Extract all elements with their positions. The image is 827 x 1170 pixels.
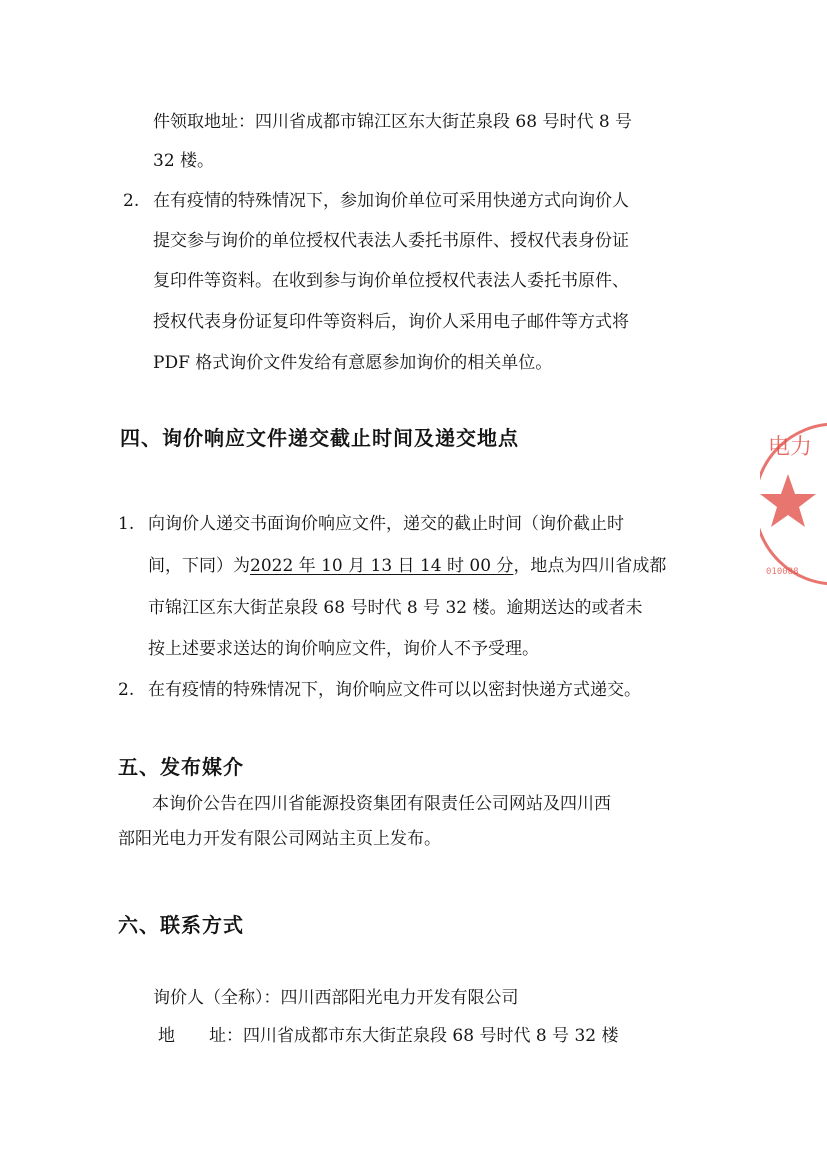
section4-item1-line: 市锦江区东大街芷泉段 68 号时代 8 号 32 楼。逾期送达的或者未 <box>148 598 643 618</box>
seal-text: 电力 <box>768 435 813 460</box>
deadline-suffix: ，地点为四川省成都 <box>513 556 667 576</box>
seal-star-icon <box>760 474 816 527</box>
section5-paragraph-line: 部阳光电力开发有限公司网站主页上发布。 <box>118 829 441 849</box>
section3-item2-line: 授权代表身份证复印件等资料后，询价人采用电子邮件等方式将 <box>153 312 629 332</box>
section3-item2-line: PDF 格式询价文件发给有意愿参加询价的相关单位。 <box>153 353 553 373</box>
section3-address-line: 件领取地址：四川省成都市锦江区东大街芷泉段 68 号时代 8 号 <box>153 112 633 132</box>
section3-address-line: 32 楼。 <box>153 151 215 171</box>
section4-heading: 四、询价响应文件递交截止时间及递交地点 <box>120 426 519 450</box>
deadline-prefix: 间，下同）为 <box>148 556 250 576</box>
address-line <box>158 1025 619 1047</box>
section4-item1-line: 向询价人递交书面询价响应文件，递交的截止时间（询价截止时 <box>148 514 624 534</box>
section4-item1-line <box>148 555 666 577</box>
section4-item1-line: 按上述要求送达的询价响应文件，询价人不予受理。 <box>148 639 539 659</box>
section6-heading: 六、联系方式 <box>118 913 244 937</box>
section4-item2-line: 在有疫情的特殊情况下，询价响应文件可以以密封快递方式递交。 <box>148 680 641 700</box>
seal-graphic <box>760 418 827 590</box>
official-seal <box>760 418 827 590</box>
address-label: 地 址： <box>158 1026 243 1046</box>
deadline-datetime: 2022 年 10 月 13 日 14 时 00 分 <box>250 556 514 576</box>
section3-item2-line: 在有疫情的特殊情况下，参加询价单位可采用快递方式向询价人 <box>153 191 629 211</box>
list-item-number: 1. <box>118 514 135 534</box>
address-value: 四川省成都市东大街芷泉段 68 号时代 8 号 32 楼 <box>243 1026 619 1046</box>
inquirer-line: 询价人（全称）：四川西部阳光电力开发有限公司 <box>153 988 519 1008</box>
list-item-number: 2. <box>118 680 135 700</box>
section5-paragraph-line: 本询价公告在四川省能源投资集团有限责任公司网站及四川西 <box>152 794 611 814</box>
section5-heading: 五、发布媒介 <box>118 755 244 779</box>
list-item-number: 2. <box>123 191 140 211</box>
section3-item2-line: 提交参与询价的单位授权代表法人委托书原件、授权代表身份证 <box>153 231 629 251</box>
section3-item2-line: 复印件等资料。在收到参与询价单位授权代表法人委托书原件、 <box>153 271 629 291</box>
seal-digits: 010088 <box>766 567 799 577</box>
